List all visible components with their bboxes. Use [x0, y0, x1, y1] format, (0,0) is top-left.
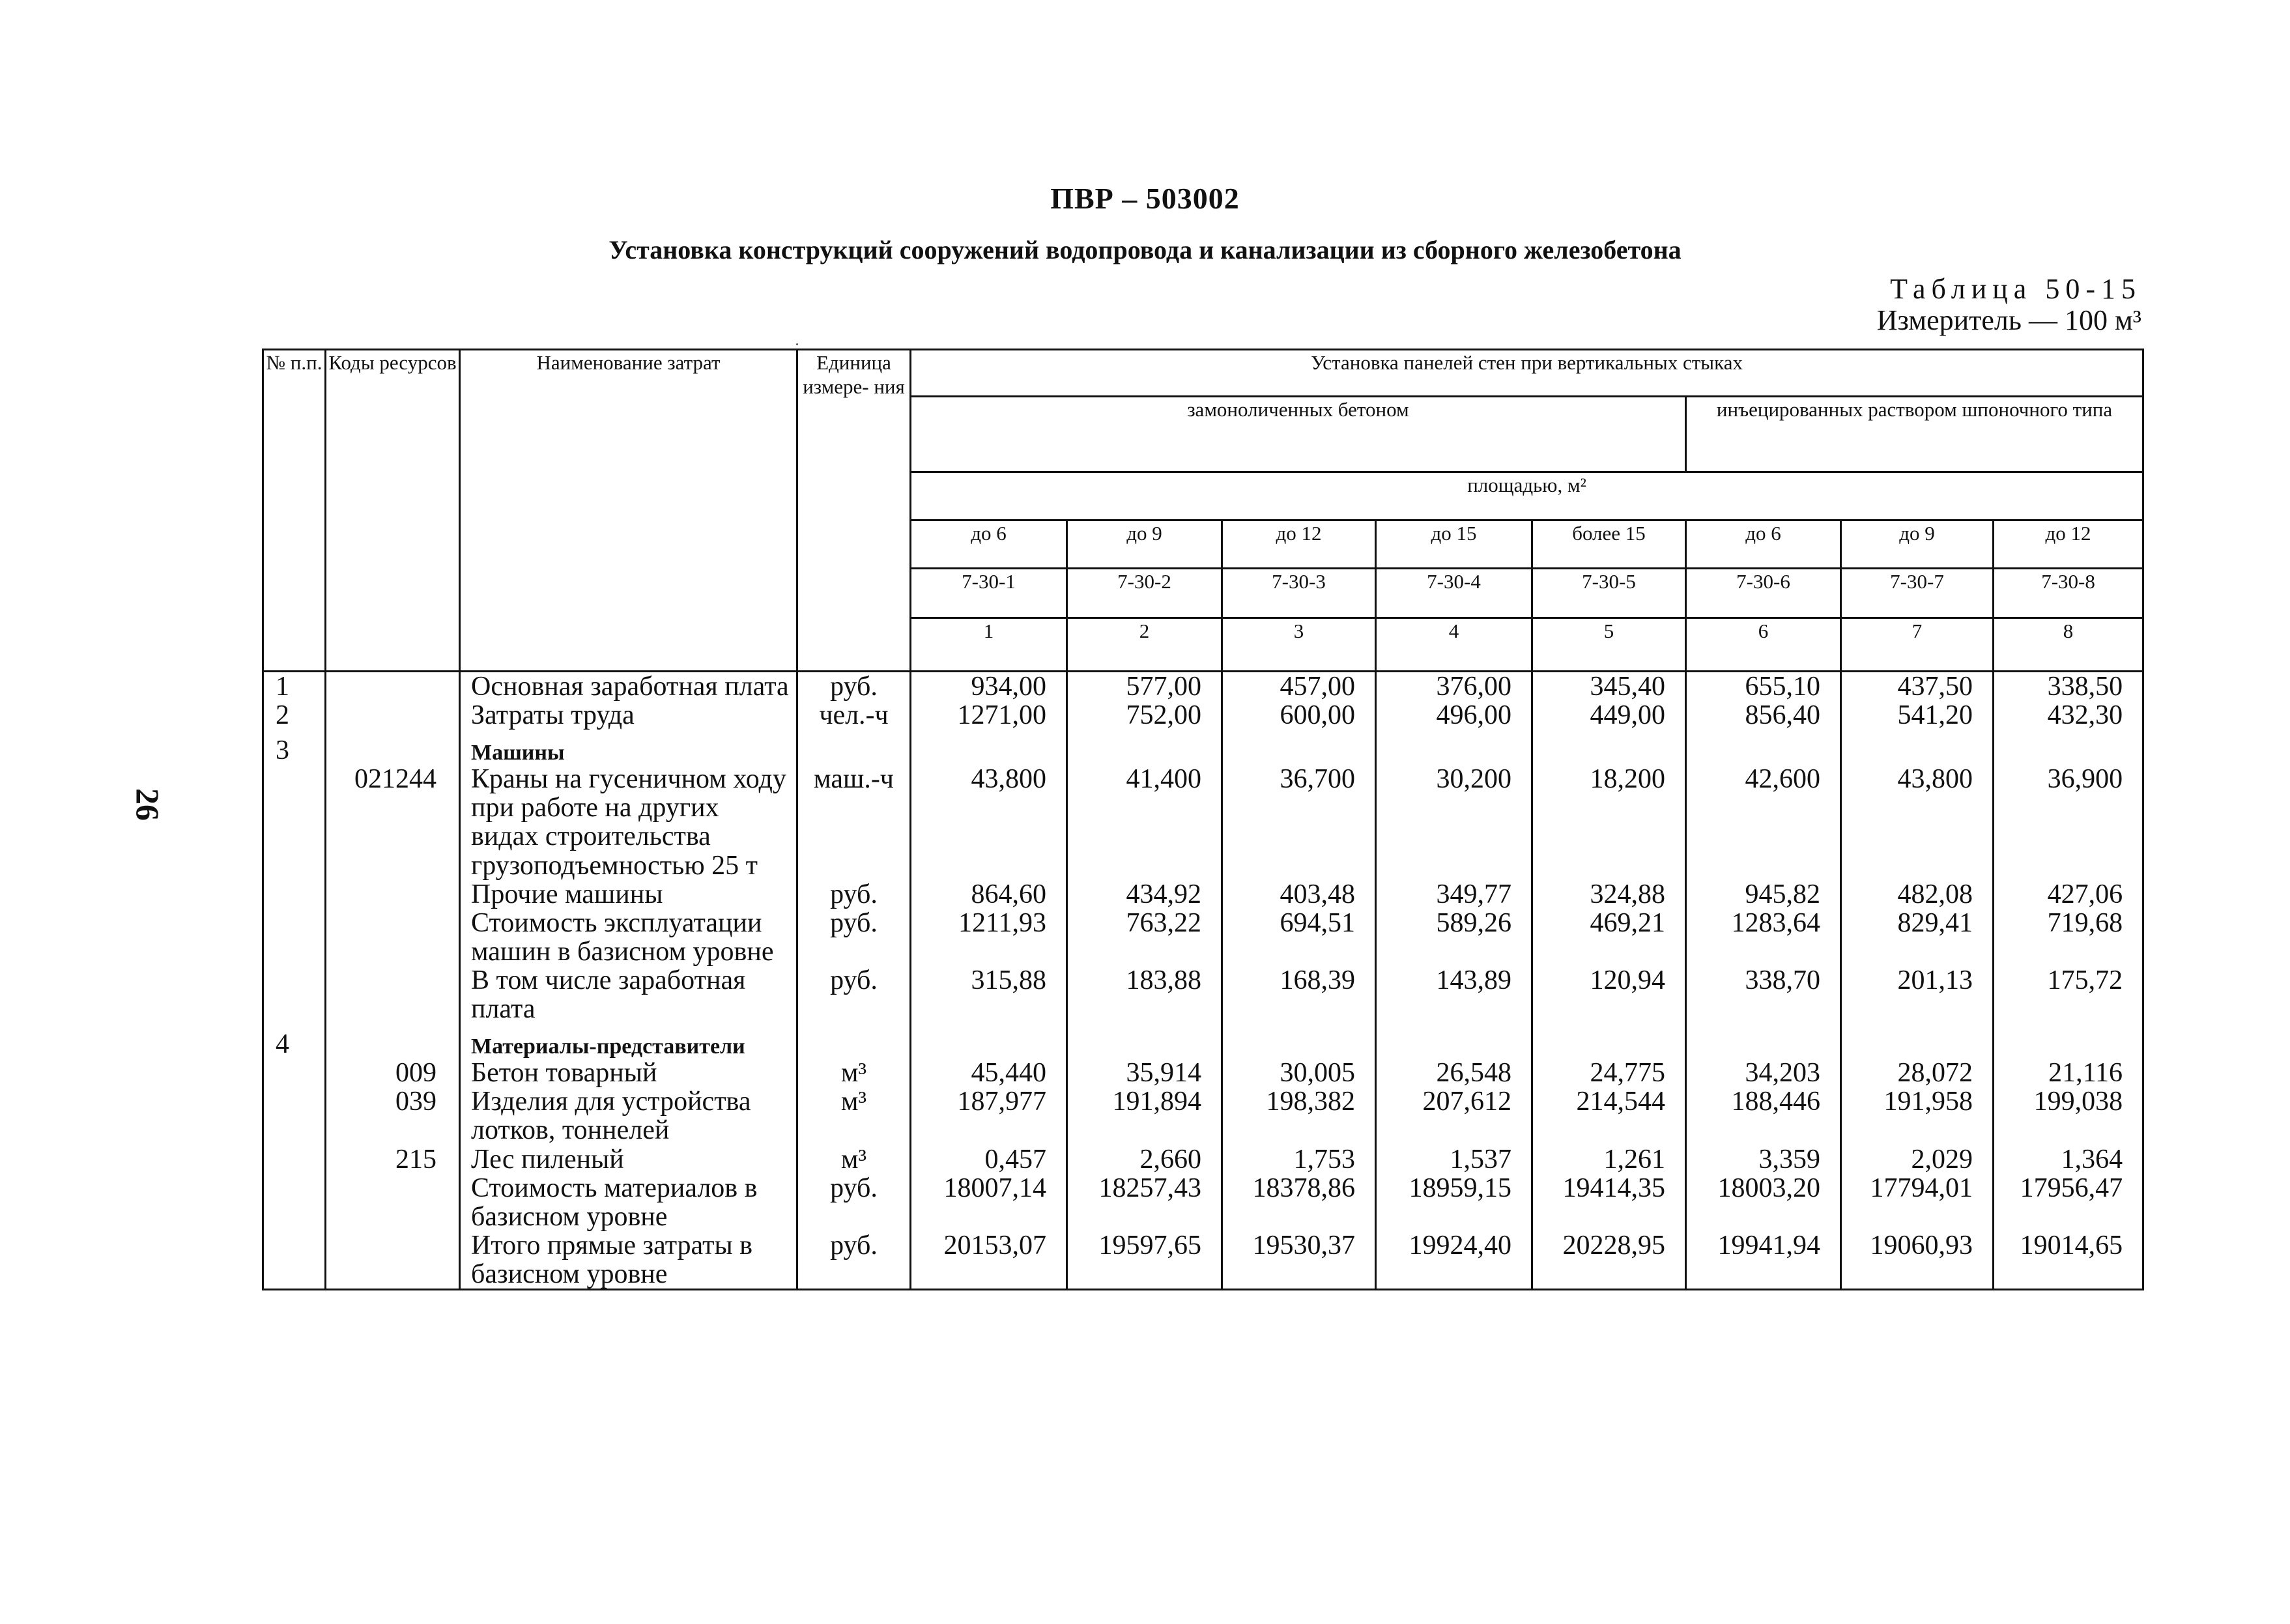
- cost-name: Основная заработная плата: [460, 672, 797, 702]
- value-cell: 21,116: [1994, 1059, 2143, 1087]
- value-cell: 143,89: [1376, 966, 1532, 1023]
- value-cell: 338,70: [1686, 966, 1841, 1023]
- value-cell: [1376, 730, 1532, 765]
- table-row: [263, 1023, 2143, 1059]
- value-cell: [1222, 1023, 1376, 1059]
- resource-code: 021244: [326, 765, 460, 879]
- value-cell: 36,700: [1222, 765, 1376, 879]
- value-cell: 324,88: [1532, 880, 1686, 909]
- header-col-number: 6: [1686, 618, 1841, 672]
- value-cell: 457,00: [1222, 672, 1376, 702]
- header-col-number: 4: [1376, 618, 1532, 672]
- row-number: [263, 1145, 326, 1174]
- resource-code: 009: [326, 1059, 460, 1087]
- value-cell: 719,68: [1994, 909, 2143, 966]
- value-cell: [1994, 730, 2143, 765]
- unit: маш.-ч: [797, 765, 911, 879]
- value-cell: 589,26: [1376, 909, 1532, 966]
- value-cell: 315,88: [911, 966, 1067, 1023]
- value-cell: 187,977: [911, 1087, 1067, 1145]
- value-cell: 600,00: [1222, 701, 1376, 730]
- value-cell: 214,544: [1532, 1087, 1686, 1145]
- cost-name: Лес пиленый: [460, 1145, 797, 1174]
- row-number: [263, 880, 326, 909]
- value-cell: 20228,95: [1532, 1231, 1686, 1290]
- value-cell: 45,440: [911, 1059, 1067, 1087]
- value-cell: 945,82: [1686, 880, 1841, 909]
- header-area: площадью, м²: [911, 472, 2143, 520]
- value-cell: 18,200: [1532, 765, 1686, 879]
- table-row: [263, 672, 2143, 702]
- header-norm-code: 7-30-2: [1067, 569, 1222, 618]
- value-cell: [1067, 730, 1222, 765]
- value-cell: 19060,93: [1841, 1231, 1994, 1290]
- measure-unit: Измеритель — 100 м³: [1876, 304, 2141, 336]
- row-number: [263, 966, 326, 1023]
- header-num: № п.п.: [263, 350, 326, 672]
- cost-name: Затраты труда: [460, 701, 797, 730]
- header-size: до 9: [1841, 520, 1994, 569]
- resource-code: [326, 672, 460, 702]
- value-cell: 349,77: [1376, 880, 1532, 909]
- header-norm-code: 7-30-6: [1686, 569, 1841, 618]
- header-group-injected: инъецированных раствором шпоночного типа: [1686, 397, 2143, 472]
- value-cell: 376,00: [1376, 672, 1532, 702]
- value-cell: 183,88: [1067, 966, 1222, 1023]
- table-row: [263, 701, 2143, 730]
- value-cell: 19414,35: [1532, 1174, 1686, 1231]
- value-cell: 18007,14: [911, 1174, 1067, 1231]
- cost-name: Краны на гусеничном ходу при работе на других видах строительства грузоподъемностью 25 т: [460, 765, 797, 879]
- value-cell: 26,548: [1376, 1059, 1532, 1087]
- value-cell: [1686, 730, 1841, 765]
- value-cell: 403,48: [1222, 880, 1376, 909]
- value-cell: 1,364: [1994, 1145, 2143, 1174]
- header-codes: Коды ресурсов: [326, 350, 460, 672]
- value-cell: 1,261: [1532, 1145, 1686, 1174]
- row-number: [263, 1059, 326, 1087]
- row-number: [263, 1174, 326, 1231]
- table-row: [263, 1087, 2143, 1145]
- resource-code: 215: [326, 1145, 460, 1174]
- header-col-number: 1: [911, 618, 1067, 672]
- value-cell: 437,50: [1841, 672, 1994, 702]
- header-size: более 15: [1532, 520, 1686, 569]
- section-heading: Машины: [460, 730, 797, 765]
- value-cell: 120,94: [1532, 966, 1686, 1023]
- value-cell: 191,958: [1841, 1087, 1994, 1145]
- value-cell: 0,457: [911, 1145, 1067, 1174]
- cost-name: Стоимость материалов в базисном уровне: [460, 1174, 797, 1231]
- value-cell: 1,537: [1376, 1145, 1532, 1174]
- row-number: 2: [263, 701, 326, 730]
- value-cell: 198,382: [1222, 1087, 1376, 1145]
- value-cell: 856,40: [1686, 701, 1841, 730]
- value-cell: 449,00: [1532, 701, 1686, 730]
- row-number: 4: [263, 1023, 326, 1059]
- value-cell: 338,50: [1994, 672, 2143, 702]
- page-number: 26: [130, 788, 166, 821]
- unit: руб.: [797, 966, 911, 1023]
- resource-code: [326, 880, 460, 909]
- value-cell: 30,200: [1376, 765, 1532, 879]
- value-cell: 655,10: [1686, 672, 1841, 702]
- resource-code: [326, 701, 460, 730]
- header-group-monolith: замоноличенных бетоном: [911, 397, 1686, 472]
- value-cell: 42,600: [1686, 765, 1841, 879]
- value-cell: 864,60: [911, 880, 1067, 909]
- unit: м³: [797, 1059, 911, 1087]
- value-cell: 577,00: [1067, 672, 1222, 702]
- unit: [797, 730, 911, 765]
- value-cell: [1994, 1023, 2143, 1059]
- value-cell: 175,72: [1994, 966, 2143, 1023]
- value-cell: 191,894: [1067, 1087, 1222, 1145]
- header-size: до 15: [1376, 520, 1532, 569]
- value-cell: 694,51: [1222, 909, 1376, 966]
- value-cell: 28,072: [1841, 1059, 1994, 1087]
- row-number: 1: [263, 672, 326, 702]
- value-cell: [1686, 1023, 1841, 1059]
- value-cell: 19530,37: [1222, 1231, 1376, 1290]
- value-cell: 1,753: [1222, 1145, 1376, 1174]
- unit: руб.: [797, 1231, 911, 1290]
- value-cell: [1222, 730, 1376, 765]
- value-cell: 2,660: [1067, 1145, 1222, 1174]
- header-group-main: Установка панелей стен при вертикальных стыках: [911, 350, 2143, 397]
- resource-code: 039: [326, 1087, 460, 1145]
- unit: руб.: [797, 880, 911, 909]
- value-cell: 541,20: [1841, 701, 1994, 730]
- table-row: [263, 730, 2143, 765]
- resource-code: [326, 1174, 460, 1231]
- resource-code: [326, 730, 460, 765]
- table-row: [263, 765, 2143, 879]
- header-norm-code: 7-30-4: [1376, 569, 1532, 618]
- value-cell: 752,00: [1067, 701, 1222, 730]
- resource-code: [326, 1231, 460, 1290]
- value-cell: 188,446: [1686, 1087, 1841, 1145]
- table-row: [263, 966, 2143, 1023]
- value-cell: [1532, 1023, 1686, 1059]
- header-col-number: 7: [1841, 618, 1994, 672]
- row-number: [263, 909, 326, 966]
- value-cell: 1271,00: [911, 701, 1067, 730]
- value-cell: [1841, 1023, 1994, 1059]
- value-cell: 30,005: [1222, 1059, 1376, 1087]
- table-body: [263, 672, 2143, 1290]
- value-cell: 496,00: [1376, 701, 1532, 730]
- value-cell: 41,400: [1067, 765, 1222, 879]
- value-cell: 434,92: [1067, 880, 1222, 909]
- value-cell: 17794,01: [1841, 1174, 1994, 1231]
- header-size: до 12: [1222, 520, 1376, 569]
- value-cell: 469,21: [1532, 909, 1686, 966]
- value-cell: [1376, 1023, 1532, 1059]
- header-unit: Единица измере- ния: [797, 350, 911, 672]
- value-cell: 2,029: [1841, 1145, 1994, 1174]
- unit: чел.-ч: [797, 701, 911, 730]
- value-cell: 34,203: [1686, 1059, 1841, 1087]
- value-cell: 829,41: [1841, 909, 1994, 966]
- value-cell: [1067, 1023, 1222, 1059]
- value-cell: 18959,15: [1376, 1174, 1532, 1231]
- cost-name: Стоимость эксплуатации машин в базисном уровне: [460, 909, 797, 966]
- value-cell: 19924,40: [1376, 1231, 1532, 1290]
- row-number: [263, 1087, 326, 1145]
- resource-code: [326, 1023, 460, 1059]
- document-title: Установка конструкций сооружений водопровода и канализации из сборного железобетона: [608, 235, 1682, 264]
- unit: руб.: [797, 1174, 911, 1231]
- header-col-number: 2: [1067, 618, 1222, 672]
- unit: м³: [797, 1087, 911, 1145]
- header-name: Наименование затрат: [460, 350, 797, 672]
- document-code: ПВР – 503002: [1050, 182, 1240, 215]
- value-cell: 207,612: [1376, 1087, 1532, 1145]
- cost-name: Бетон товарный: [460, 1059, 797, 1087]
- value-cell: 18378,86: [1222, 1174, 1376, 1231]
- value-cell: 36,900: [1994, 765, 2143, 879]
- header-norm-code: 7-30-8: [1994, 569, 2143, 618]
- value-cell: 168,39: [1222, 966, 1376, 1023]
- row-number: 3: [263, 730, 326, 765]
- header-norm-code: 7-30-3: [1222, 569, 1376, 618]
- row-number: [263, 1231, 326, 1290]
- value-cell: [911, 730, 1067, 765]
- table-row: [263, 909, 2143, 966]
- value-cell: 43,800: [1841, 765, 1994, 879]
- unit: руб.: [797, 672, 911, 702]
- table-header: [263, 350, 2143, 672]
- cost-name: Итого прямые затраты в базисном уровне: [460, 1231, 797, 1290]
- value-cell: 17956,47: [1994, 1174, 2143, 1231]
- row-number: [263, 765, 326, 879]
- table-label: Таблица 50-15: [1890, 273, 2141, 305]
- header-norm-code: 7-30-5: [1532, 569, 1686, 618]
- value-cell: 18003,20: [1686, 1174, 1841, 1231]
- header-size: до 12: [1994, 520, 2143, 569]
- value-cell: 1211,93: [911, 909, 1067, 966]
- value-cell: 201,13: [1841, 966, 1994, 1023]
- unit: [797, 1023, 911, 1059]
- value-cell: [1532, 730, 1686, 765]
- cost-name: Прочие машины: [460, 880, 797, 909]
- unit: руб.: [797, 909, 911, 966]
- header-col-number: 5: [1532, 618, 1686, 672]
- value-cell: [911, 1023, 1067, 1059]
- value-cell: 43,800: [911, 765, 1067, 879]
- resource-code: [326, 966, 460, 1023]
- value-cell: 19941,94: [1686, 1231, 1841, 1290]
- header-size: до 6: [1686, 520, 1841, 569]
- cost-name: В том числе заработная плата: [460, 966, 797, 1023]
- value-cell: 24,775: [1532, 1059, 1686, 1087]
- value-cell: 199,038: [1994, 1087, 2143, 1145]
- value-cell: 20153,07: [911, 1231, 1067, 1290]
- value-cell: 19597,65: [1067, 1231, 1222, 1290]
- value-cell: 35,914: [1067, 1059, 1222, 1087]
- value-cell: 345,40: [1532, 672, 1686, 702]
- header-norm-code: 7-30-1: [911, 569, 1067, 618]
- value-cell: 1283,64: [1686, 909, 1841, 966]
- table-row: [263, 880, 2143, 909]
- header-norm-code: 7-30-7: [1841, 569, 1994, 618]
- value-cell: 19014,65: [1994, 1231, 2143, 1290]
- value-cell: 934,00: [911, 672, 1067, 702]
- value-cell: 432,30: [1994, 701, 2143, 730]
- value-cell: 482,08: [1841, 880, 1994, 909]
- value-cell: 3,359: [1686, 1145, 1841, 1174]
- table-row: [263, 1145, 2143, 1174]
- header-col-number: 8: [1994, 618, 2143, 672]
- header-col-number: 3: [1222, 618, 1376, 672]
- cost-name: Изделия для устройства лотков, тоннелей: [460, 1087, 797, 1145]
- resource-code: [326, 909, 460, 966]
- section-heading: Материалы-представители: [460, 1023, 797, 1059]
- unit: м³: [797, 1145, 911, 1174]
- value-cell: 427,06: [1994, 880, 2143, 909]
- table-row: [263, 1231, 2143, 1290]
- header-size: до 6: [911, 520, 1067, 569]
- table-row: [263, 1059, 2143, 1087]
- cost-table: [262, 349, 2144, 1290]
- header-size: до 9: [1067, 520, 1222, 569]
- table-row: [263, 1174, 2143, 1231]
- scan-speck: [796, 343, 798, 345]
- value-cell: 18257,43: [1067, 1174, 1222, 1231]
- value-cell: 763,22: [1067, 909, 1222, 966]
- value-cell: [1841, 730, 1994, 765]
